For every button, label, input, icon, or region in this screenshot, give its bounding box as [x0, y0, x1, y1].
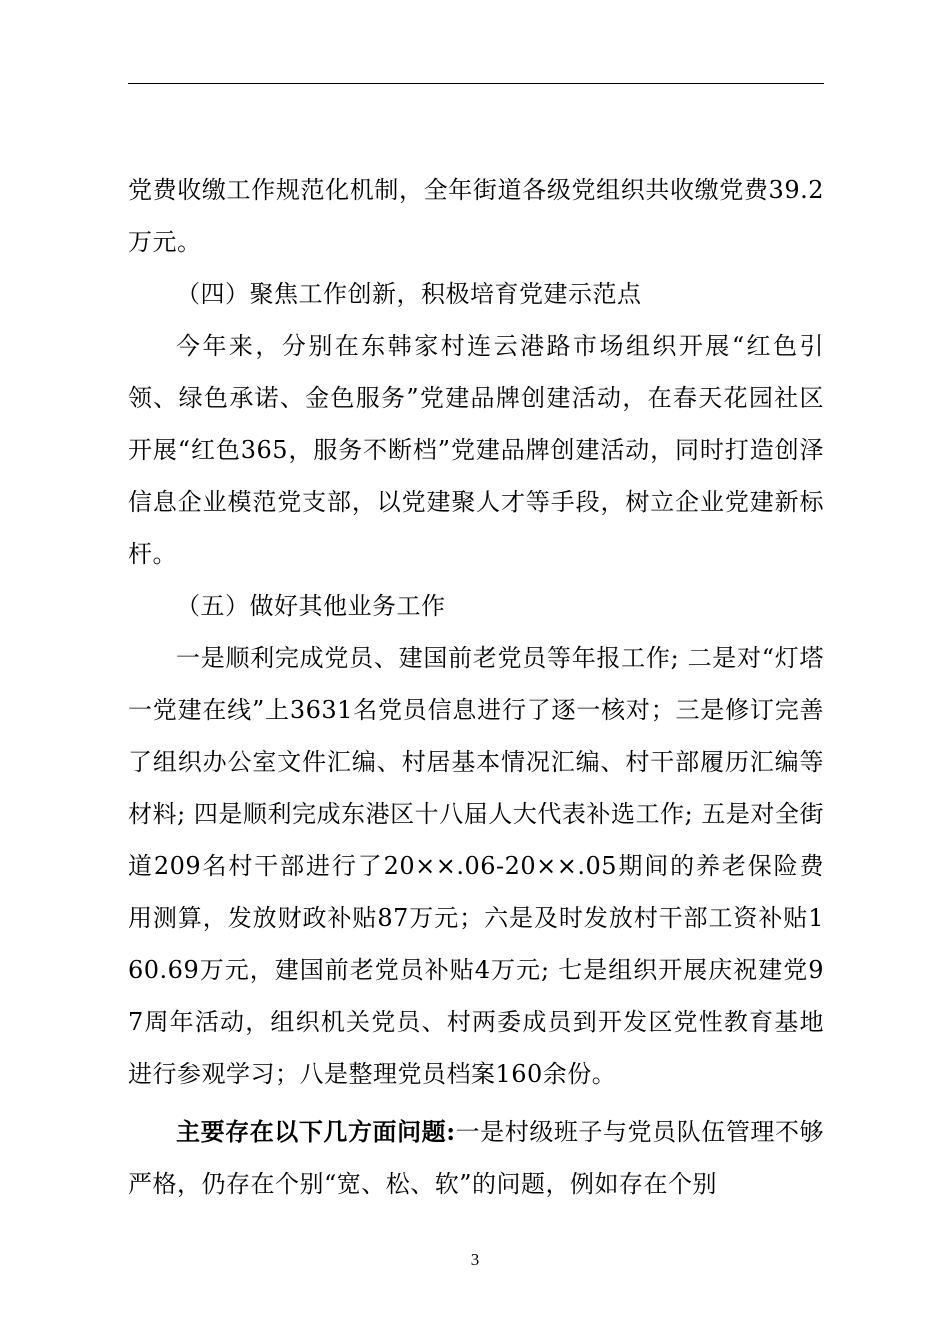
page-content: [128, 164, 824, 1210]
issues-label: 主要存在以下几方面问题:: [176, 1117, 456, 1146]
paragraph-party-fee: 党费收缴工作规范化机制，全年街道各级党组织共收缴党费39.2万元。: [128, 176, 824, 256]
page-number: 3: [470, 1250, 480, 1269]
paragraph-issues: [128, 1106, 824, 1210]
issues-text: 一是村级班子与党员队伍管理不够严格，仍存在个别“宽、松、软”的问题，例如存在个别: [128, 1118, 825, 1198]
paragraph-party-brand: 今年来，分别在东韩家村连云港路市场组织开展“红色引领、绿色承诺、金色服务”党建品牌创建活动，在春天花园社区开展“红色365，服务不断档”党建品牌创建活动，同时打造创泽信息企业模范党支部，以党建聚人才等手段，树立企业党建新标杆。: [128, 332, 824, 568]
paragraph-other-work: 一是顺利完成党员、建国前老党员等年报工作; 二是对“灯塔一党建在线”上3631名党员信息进行了逐一核对；三是修订完善了组织办公室文件汇编、村居基本情况汇编、村干部履历汇编等材料; 四是顺利完成东港区十八届人大代表补选工作; 五是对全街道209名村干部进行了20××.06-20××.05期间的养老保险费用测算，发放财政补贴87万元；六是及时发放村干部工资补贴160.69万元，建国前老党员补贴4万元; 七是组织开展庆祝建党97周年活动，组织机关党员、村两委成员到开发区党性教育基地进行参观学习；八是整理党员档案160余份。: [128, 644, 824, 1088]
section-heading-5: （五）做好其他业务工作: [176, 592, 446, 620]
section-heading-4: （四）聚焦工作创新，积极培育党建示范点: [176, 280, 642, 308]
header-rule: [128, 83, 824, 84]
